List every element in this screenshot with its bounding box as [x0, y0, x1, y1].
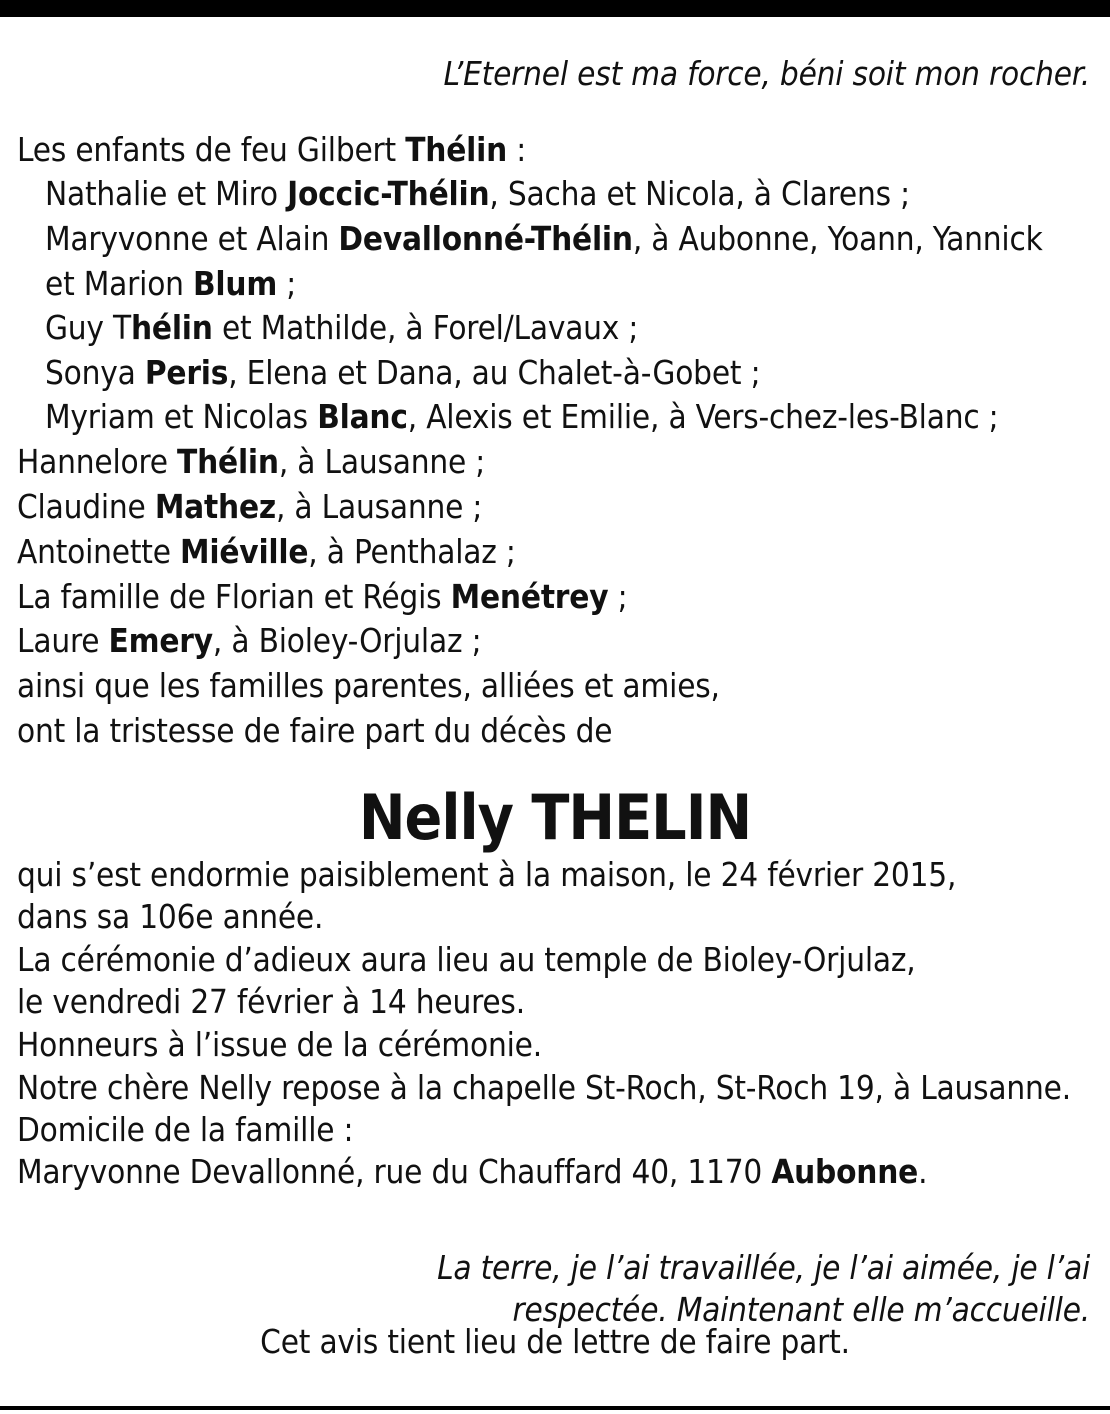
family-line: Claudine Mathez, à Lausanne ;	[17, 487, 483, 526]
detail-line: qui s’est endormie paisiblement à la maison, le 24 février 2015,	[17, 855, 957, 894]
verse-bottom-line1: La terre, je l’ai travaillée, je l’ai aimée, je l’ai	[437, 1248, 1090, 1287]
family-line: Guy Thélin et Mathilde, à Forel/Lavaux ;	[45, 308, 639, 347]
family-intro: Les enfants de feu Gilbert Thélin :	[17, 130, 527, 169]
family-line: Maryvonne et Alain Devallonné-Thélin, à Aubonne, Yoann, Yannick	[45, 219, 1043, 258]
detail-line: La cérémonie d’adieux aura lieu au temple de Bioley-Orjulaz,	[17, 940, 916, 979]
detail-line: Domicile de la famille :	[17, 1110, 354, 1149]
family-line: Nathalie et Miro Joccic-Thélin, Sacha et Nicola, à Clarens ;	[45, 174, 910, 213]
detail-line: le vendredi 27 février à 14 heures.	[17, 982, 525, 1021]
verse-top: L’Eternel est ma force, béni soit mon rocher.	[443, 54, 1090, 93]
bottom-rule	[0, 1406, 1110, 1410]
top-rule	[0, 0, 1110, 17]
family-line: ainsi que les familles parentes, alliées et amies,	[17, 666, 720, 705]
family-line: et Marion Blum ;	[45, 264, 297, 303]
family-line: Antoinette Miéville, à Penthalaz ;	[17, 532, 516, 571]
family-line: ont la tristesse de faire part du décès de	[17, 711, 613, 750]
family-line: Hannelore Thélin, à Lausanne ;	[17, 442, 486, 481]
detail-line: dans sa 106e année.	[17, 897, 324, 936]
deceased-name: Nelly THELIN	[358, 781, 752, 854]
family-address: Maryvonne Devallonné, rue du Chauffard 40, 1170 Aubonne.	[17, 1152, 928, 1191]
closing-note: Cet avis tient lieu de lettre de faire part.	[260, 1322, 850, 1361]
family-line: Sonya Peris, Elena et Dana, au Chalet-à-Gobet ;	[45, 353, 761, 392]
family-line: La famille de Florian et Régis Menétrey ;	[17, 577, 628, 616]
detail-line: Honneurs à l’issue de la cérémonie.	[17, 1025, 542, 1064]
detail-line: Notre chère Nelly repose à la chapelle St-Roch, St-Roch 19, à Lausanne.	[17, 1068, 1071, 1107]
verse-bottom-line2: respectée. Maintenant elle m’accueille.	[512, 1290, 1090, 1329]
family-line: Laure Emery, à Bioley-Orjulaz ;	[17, 621, 482, 660]
family-line: Myriam et Nicolas Blanc, Alexis et Emilie, à Vers-chez-les-Blanc ;	[45, 397, 999, 436]
